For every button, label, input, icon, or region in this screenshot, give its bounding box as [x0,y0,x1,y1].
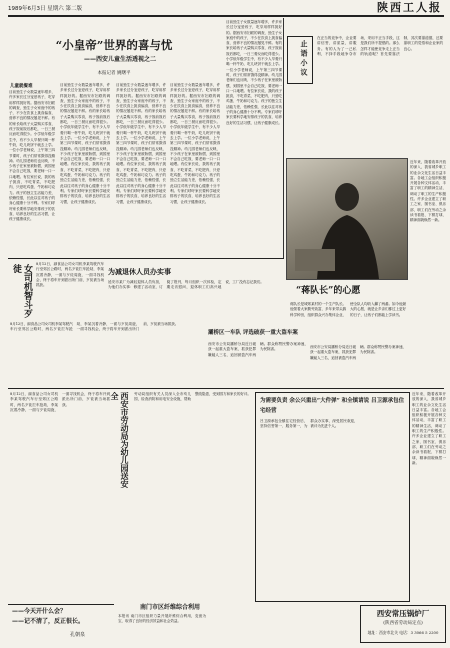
ad-box [360,605,446,643]
lower-right-body: 近年来，随着改革开放的深入，我省城乡职工的业余文化生活日益丰富。各地工会组织积极开展各种文体活动，丰富了职工的精神生活，调动了职工的生产积极性。许多企业建立了职工之家、图书室、俱乐部，职工们在劳动之余读书看报、下棋打球，精神面貌焕然一新。 [412,392,446,465]
header-rule [8,15,444,17]
middle-rule [8,258,284,259]
feature-body-col2: 目前独生子女数量逐年增多，许多家长过分宠爱孩子，吃穿用样样挑好的。据西安市妇联的调查，独生子女家庭中的孩子，不少在饮食上挑食偏食，营养不良的情况屡见不鲜。有的家长给孩子大量购买零食，孩子饭前饭后都吃，一日三餐反而吃得很少。小学低年级学生中，有不少人早餐只喝一杯牛奶，吃几块饼干就去上学。一位小学老师说，上午第三四节课时，孩子们常常饿得没精神。幼儿园老师们也反映，不少孩子在家里被娇惯，到园里不会自己吃饭，要老师一口一口地喂。有位家长说，我的孩子挑食，不吃青菜，不吃肥肉，只爱吃鸡蛋、牛奶和巧克力。孩子的独立生活能力差，依赖性强，长此以往对孩子的身心健康十分不利。专家们呼吁家长要科学地安排孩子的饮食，培养良好的生活习惯，让孩子健康成长。 [60,83,110,204]
bottom-story-title: 南门市区纤维综合利用 [140,604,201,611]
feature-body-col3: 目前独生子女数量逐年增多，许多家长过分宠爱孩子，吃穿用样样挑好的。据西安市妇联的调查，独生子女家庭中的孩子，不少在饮食上挑食偏食，营养不良的情况屡见不鲜。有的家长给孩子大量购买零食，孩子饭前饭后都吃，一日三餐反而吃得很少。小学低年级学生中，有不少人早餐只喝一杯牛奶，吃几块饼干就去上学。一位小学老师说，上午第三四节课时，孩子们常常饿得没精神。幼儿园老师们也反映，不少孩子在家里被娇惯，到园里不会自己吃饭，要老师一口一口地喂。有位家长说，我的孩子挑食，不吃青菜，不吃肥肉，只爱吃鸡蛋、牛奶和巧克力。孩子的独立生活能力差，依赖性强，长此以往对孩子的身心健康十分不利。专家们呼吁家长要科学地安排孩子的饮食，培养良好的生活习惯，让孩子健康成长。 [116,83,166,204]
lower-left-body: 8月12日，副食品公司女司机李某驾驶汽车行至郊区公路时，两名歹徒拦车抢劫，李某沉着冷静，一面与歹徒周旋，一面寻找机会，终于将车开到派出所门前，歹徒被当场抓获。 [10,392,110,412]
lower-rule [8,388,444,389]
ad-sub: (陕西省劳动局定点) [383,621,423,626]
ad-address: 地址：西安市北关 电话：3 3066 5 2200 [367,630,439,635]
poem-author: 孔朝泉 [70,632,86,638]
photo-image [286,158,408,280]
market-title: 为需要负责 余公兴重出“大件弹” 和全镇请说 吕卫源承包住宅经营 [260,398,405,414]
divider-mid [283,18,284,258]
header-date-line: 1989年6月3日 星期六 第二版 [8,6,82,12]
car-title: 灞桥区一车队 评选破获一重大盗车案 [208,330,298,336]
cadre-title: 为减退休人员办实事 [108,267,171,276]
feature-body-col5: 目前独生子女数量逐年增多，许多家长过分宠爱孩子，吃穿用样样挑好的。据西安市妇联的调查，独生子女家庭中的孩子，不少在饮食上挑食偏食，营养不良的情况屡见不鲜。有的家长给孩子大量购买零食，孩子饭前饭后都吃，一日三餐反而吃得很少。小学低年级学生中，有不少人早餐只喝一杯牛奶，吃几块饼干就去上学。一位小学老师说，上午第三四节课时，孩子们常常饿得没精神。幼儿园老师们也反映，不少孩子在家里被娇惯，到园里不会自己吃饭，要老师一口一口地喂。有位家长说，我的孩子挑食，不吃青菜，不吃肥肉，只爱吃鸡蛋、牛奶和巧克力。孩子的独立生活能力差，依赖性强，长此以往对孩子的身心健康十分不利。专家们呼吁家长要科学地安排孩子的饮食，培养良好的生活习惯，让孩子健康成长。 [226,20,282,125]
column-zhengdang-box [287,36,313,84]
bottom-story-body: 本报讯 南门市区组织力量开展纤维综合利用，变废为宝，取得了良好的经济效益和社会效益。 [118,614,206,624]
ad-name: 西安常压锅炉厂 [376,609,430,618]
poem-line-2: ——记不清了，反正很长。 [12,618,85,625]
car-body: 西安市公安局灞桥分局近日破获一起重大盗车案，抓获犯罪嫌疑人三名，追回被盗汽车两辆。群众称赞民警办案神速，为民除害。 [208,342,308,357]
feature-subtitle: ——西安儿童生活透视之二 [83,56,156,63]
women-title: 女司机智斗歹徒 [11,264,32,318]
feature-body-col1: 目前独生子女数量逐年增多，许多家长过分宠爱孩子，吃穿用样样挑好的。据西安市妇联的调查，独生子女家庭中的孩子，不少在饮食上挑食偏食，营养不良的情况屡见不鲜。有的家长给孩子大量购买零食，孩子饭前饭后都吃，一日三餐反而吃得很少。小学低年级学生中，有不少人早餐只喝一杯牛奶，吃几块饼干就去上学。一位小学老师说，上午第三四节课时，孩子们常常饿得没精神。幼儿园老师们也反映，不少孩子在家里被娇惯，到园里不会自己吃饭，要老师一口一口地喂。有位家长说，我的孩子挑食，不吃青菜，不吃肥肉，只爱吃鸡蛋、牛奶和巧克力。孩子的独立生活能力差，依赖性强，长此以往对孩子的身心健康十分不利。专家们呼吁家长要科学地安排孩子的饮食，培养良好的生活习惯，让孩子健康成长。 [9,90,55,222]
cadre-body: 延安市某厂为减轻退休人员负担，为他们办实事：修建了活动室，订阅了报刊，每月组织一次体检，定期走访慰问，退休职工们高兴地说，工厂没有忘记我们。 [108,280,264,290]
safety-body: 劳动局组织有关人员深入全市幼儿园，检查消防和用电安全设施，帮助整改隐患，受到园方和家长的好评。 [134,392,251,402]
masthead: 陕西工人报 [377,1,442,14]
safety-title: 西安市劳动局为幼儿园送安全 [110,392,130,488]
feature-section-heading: 儿童就餐难 [10,84,33,89]
women-body-cont: 8月12日，副食品公司女司机李某驾驶汽车行至郊区公路时，两名歹徒拦车抢劫，李某沉着冷静，一面与歹徒周旋，一面寻找机会，终于将车开到派出所门前，歹徒被当场抓获。 [10,322,179,332]
person-figure-icon [287,159,407,279]
poem-line-1: ——今天开什么会？ [12,608,67,615]
feature-title: “小皇帝”世界的喜与忧 [55,38,173,52]
column-zhengdang-label: 止 语 小 议 [300,40,308,76]
feature-body-col4: 目前独生子女数量逐年增多，许多家长过分宠爱孩子，吃穿用样样挑好的。据西安市妇联的调查，独生子女家庭中的孩子，不少在饮食上挑食偏食，营养不良的情况屡见不鲜。有的家长给孩子大量购买零食，孩子饭前饭后都吃，一日三餐反而吃得很少。小学低年级学生中，有不少人早餐只喝一杯牛奶，吃几块饼干就去上学。一位小学老师说，上午第三四节课时，孩子们常常饿得没精神。幼儿园老师们也反映，不少孩子在家里被娇惯，到园里不会自己吃饭，要老师一口一口地喂。有位家长说，我的孩子挑食，不吃青菜，不吃肥肉，只爱吃鸡蛋、牛奶和巧克力。孩子的独立生活能力差，依赖性强，长此以往对孩子的身心健康十分不利。专家们呼吁家长要科学地安排孩子的饮食，培养良好的生活习惯，让孩子健康成长。 [170,83,220,204]
feature-byline: 本报记者 姚曙平 [97,71,131,76]
photo-caption: “蒋队长”的心愿 [296,286,361,296]
photo-body: 蒋队长是城郊某村的一个生产队长。他领着大家勤劳致富，多年来带头搞科学种田，组织群众兴办集体企业，使全队人均收入翻了两番。如今他最大的心愿，就是让乡亲们都过上更好的日子，让孩子们都能上学读书。 [290,302,406,317]
car-body-2: 西安市公安局灞桥分局近日破获一起重大盗车案，抓获犯罪嫌疑人三名，追回被盗汽车两辆。群众称赞民警办案神速，为民除害。 [310,345,406,360]
column-zhengdang-body: 在正当的竞争中，企业要讲信誉，讲质量，讲服务。有的人为了一己私利，不择手段地争夺市场，采用不正当手段，这是我们所不提倡的。那么怎样才能使竞争走上正当的轨道呢？首先要靠法制，其次要靠道德，还要靠职工的觉悟和企业家的良心。 [317,36,443,56]
market-body: 吕卫源承包全镇住宅经营后，坚持信誉第一、服务第一，为群众办实事，深受居民欢迎，被评为先进个人。 [260,419,358,429]
right-col-body: 近年来，随着改革开放的深入，我省城乡职工的业余文化生活日益丰富。各地工会组织积极开展各种文体活动，丰富了职工的精神生活，调动了职工的生产积极性。许多企业建立了职工之家、图书室、俱乐部，职工们在劳动之余读书看报、下棋打球，精神面貌焕然一新。 [410,160,446,223]
market-box [255,392,410,602]
poem-rule [8,604,114,605]
women-body: 8月12日，副食品公司女司机李某驾驶汽车行至郊区公路时，两名歹徒拦车抢劫，李某沉着冷静，一面与歹徒周旋，一面寻找机会，终于将车开到派出所门前，歹徒被当场抓获。 [36,262,104,288]
